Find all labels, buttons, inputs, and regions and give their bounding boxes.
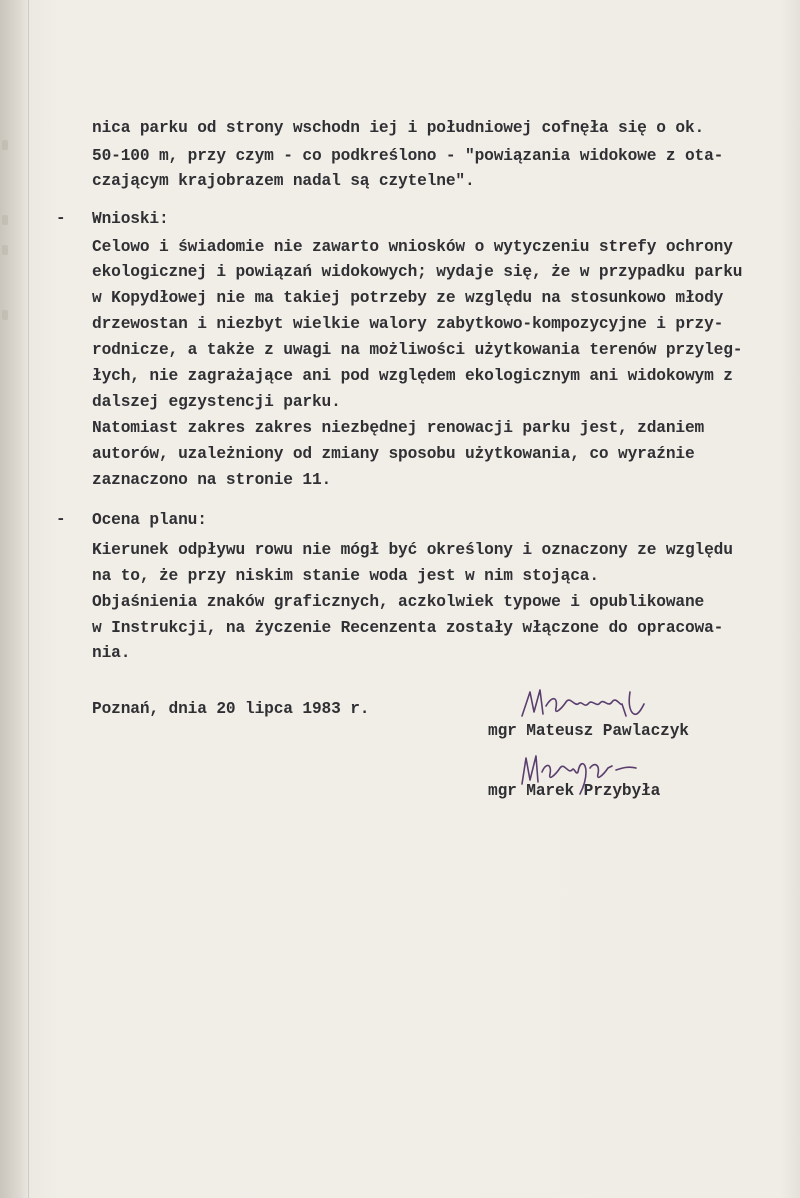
text-line: autorów, uzależniony od zmiany sposobu użytkowania, co wyraźnie xyxy=(92,445,695,463)
text-line: Kierunek odpływu rowu nie mógł być określony i oznaczony ze względu xyxy=(92,541,733,559)
section-heading-wnioski: Wnioski: xyxy=(92,210,169,228)
text-line: na to, że przy niskim stanie woda jest w nim stojąca. xyxy=(92,567,599,585)
text-line: nia. xyxy=(92,644,131,662)
text-line: Objaśnienia znaków graficznych, aczkolwiek typowe i opublikowane xyxy=(92,593,705,611)
author-name-1: mgr Mateusz Pawlaczyk xyxy=(488,722,689,740)
text-line: 50-100 m, przy czym - co podkreślono - "powiązania widokowe z ota- xyxy=(92,147,724,165)
text-line: zaznaczono na stronie 11. xyxy=(92,471,332,489)
binding-mark xyxy=(2,310,8,320)
author-name-2: mgr Marek Przybyła xyxy=(488,782,661,800)
text-line: łych, nie zagrażające ani pod względem ekologicznym ani widokowym z xyxy=(92,367,733,385)
bullet-dash: - xyxy=(56,510,66,528)
signature-1 xyxy=(518,686,658,731)
text-line: Natomiast zakres zakres niezbędnej renowacji parku jest, zdaniem xyxy=(92,419,705,437)
text-line: czającym krajobrazem nadal są czytelne". xyxy=(92,172,475,190)
text-line: drzewostan i niezbyt wielkie walory zabytkowo-kompozycyjne i przy- xyxy=(92,315,724,333)
binding-mark xyxy=(2,140,8,150)
place-date: Poznań, dnia 20 lipca 1983 r. xyxy=(92,700,370,718)
bullet-dash: - xyxy=(56,209,66,227)
text-line: nica parku od strony wschodn iej i południowej cofnęła się o ok. xyxy=(92,119,705,137)
text-line: dalszej egzystencji parku. xyxy=(92,393,341,411)
text-line: w Instrukcji, na życzenie Recenzenta zostały włączone do opracowa- xyxy=(92,619,724,637)
binding-mark xyxy=(2,215,8,225)
text-line: ekologicznej i powiązań widokowych; wydaje się, że w przypadku parku xyxy=(92,263,743,281)
text-line: rodnicze, a także z uwagi na możliwości użytkowania terenów przyleg- xyxy=(92,341,743,359)
signature-2 xyxy=(516,748,646,801)
page-binding-edge xyxy=(0,0,29,1198)
text-line: w Kopydłowej nie ma takiej potrzeby ze względu na stosunkowo młody xyxy=(92,289,724,307)
binding-mark xyxy=(2,245,8,255)
section-heading-ocena: Ocena planu: xyxy=(92,511,207,529)
text-line: Celowo i świadomie nie zawarto wniosków o wytyczeniu strefy ochrony xyxy=(92,238,733,256)
